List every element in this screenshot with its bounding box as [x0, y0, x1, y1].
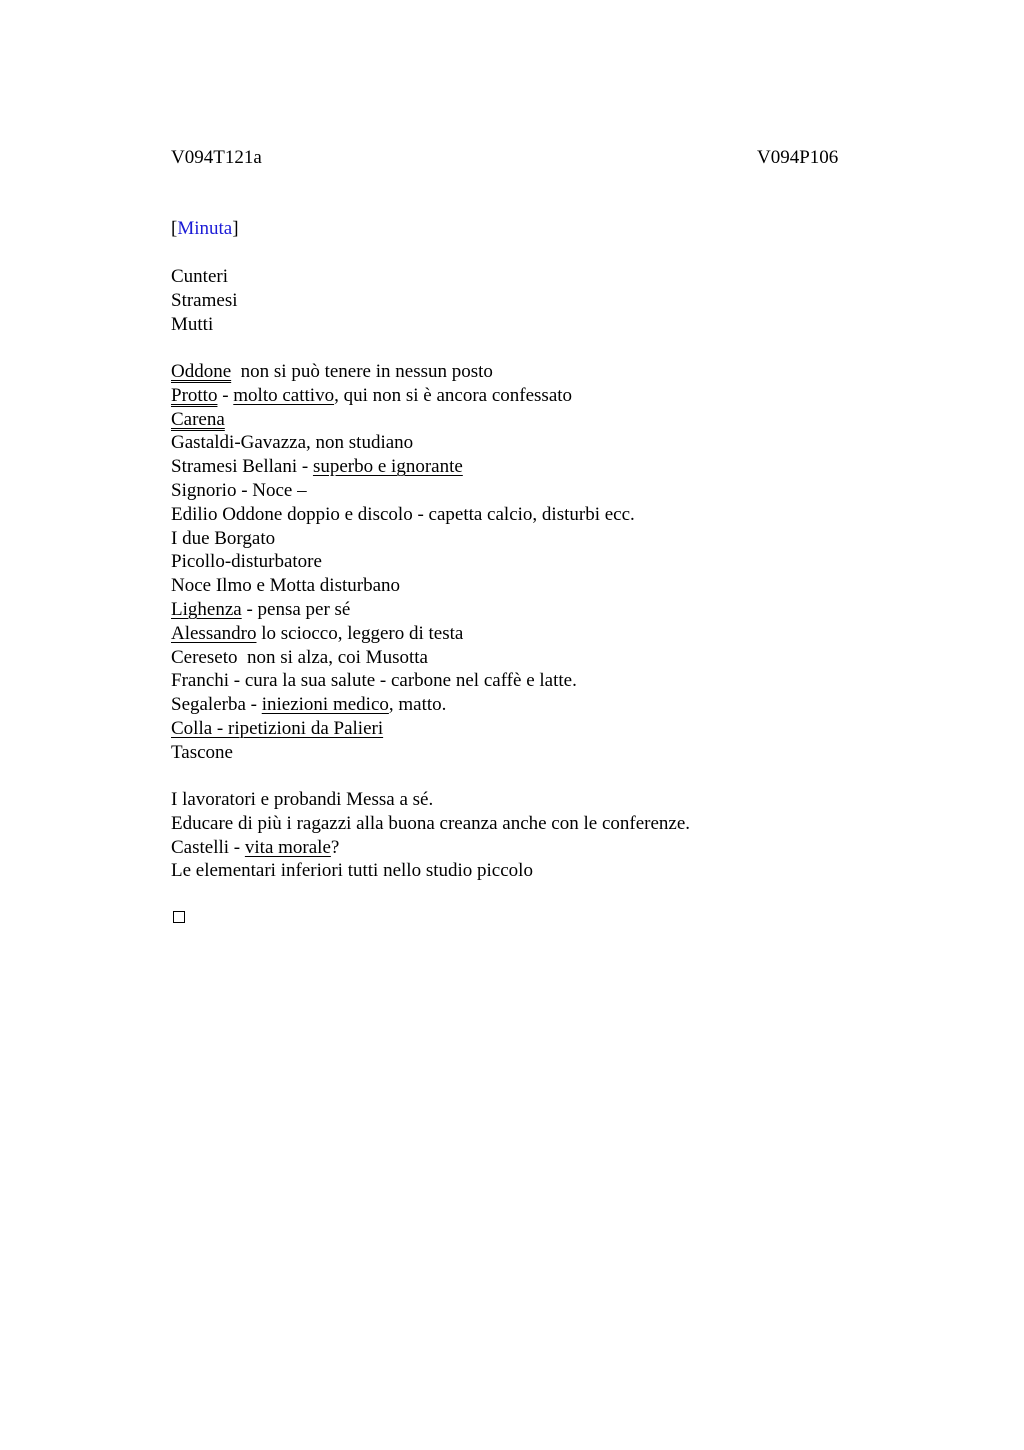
- note-line: [171, 574, 635, 598]
- note-line: [171, 693, 635, 717]
- bracket-close: ]: [232, 218, 239, 239]
- text-segment: , matto.: [388, 694, 447, 716]
- text-segment: Picollo-disturbatore: [171, 551, 322, 573]
- document-code-left: V094T121a: [171, 147, 262, 168]
- minuta-text: Minuta: [177, 218, 233, 239]
- text-segment: Signorio - Noce –: [171, 479, 307, 501]
- text-segment: Oddone: [171, 361, 232, 382]
- text-segment: Tascone: [171, 741, 233, 763]
- text-segment: Segalerba -: [171, 694, 262, 716]
- note-line: [171, 550, 635, 574]
- note-line: [171, 455, 635, 479]
- note-line: [171, 527, 635, 551]
- text-segment: Carena: [171, 408, 225, 430]
- note-line: [171, 479, 635, 503]
- note-line: [171, 598, 635, 622]
- name-line: Cunteri: [171, 266, 228, 287]
- text-segment: Gastaldi-Gavazza, non studiano: [171, 432, 414, 454]
- note-line: [171, 431, 635, 455]
- bracket-open: [: [171, 218, 178, 239]
- note-line: [171, 646, 635, 670]
- note-line: [171, 717, 635, 741]
- text-segment: Castelli -: [171, 836, 245, 858]
- text-segment: Stramesi Bellani -: [171, 456, 313, 478]
- minuta-label: [171, 217, 239, 241]
- text-segment: vita morale: [244, 836, 331, 858]
- text-segment: -: [217, 384, 234, 406]
- text-segment: Cereseto non si alza, coi Musotta: [171, 646, 428, 668]
- name-line: Stramesi: [171, 289, 238, 311]
- closing-line: [171, 836, 690, 860]
- text-segment: Alessandro: [171, 622, 257, 644]
- text-segment: Le elementari inferiori tutti nello studio piccolo: [171, 860, 533, 882]
- text-segment: - pensa per sé: [241, 598, 351, 620]
- text-segment: I lavoratori e probandi Messa a sé.: [171, 789, 434, 810]
- checkbox-square-icon: [173, 911, 185, 923]
- text-segment: Lighenza: [171, 598, 242, 620]
- note-line: [171, 622, 635, 646]
- text-segment: Colla - ripetizioni da Palieri: [171, 717, 384, 739]
- note-line: [171, 741, 635, 765]
- closing-line: [171, 812, 690, 836]
- text-segment: ?: [330, 836, 340, 858]
- note-line: [171, 360, 635, 384]
- note-line: [171, 669, 635, 693]
- text-segment: non si può tenere in nessun posto: [231, 361, 493, 382]
- text-segment: I due Borgato: [171, 527, 276, 549]
- names-list: [171, 265, 238, 336]
- note-line: [171, 384, 635, 408]
- closing-line: [171, 788, 690, 812]
- text-segment: Franchi - cura la sua salute - carbone nel caffè e latte.: [171, 670, 577, 692]
- text-segment: Educare di più i ragazzi alla buona creanza anche con le conferenze.: [171, 812, 691, 834]
- text-segment: , qui non si è ancora confessato: [334, 384, 573, 406]
- text-segment: superbo e ignorante: [312, 456, 463, 478]
- text-segment: molto cattivo: [233, 384, 335, 406]
- page-code-right: V094P106: [757, 147, 839, 168]
- text-segment: Noce Ilmo e Motta disturbano: [171, 575, 401, 597]
- text-segment: Protto: [171, 384, 218, 406]
- closing-notes: [171, 788, 690, 883]
- note-line: [171, 408, 635, 432]
- text-segment: iniezioni medico: [261, 694, 389, 716]
- text-segment: lo sciocco, leggero di testa: [256, 622, 464, 644]
- closing-line: [171, 859, 690, 883]
- notes-list: [171, 360, 635, 765]
- name-line: Mutti: [171, 313, 214, 335]
- note-line: [171, 503, 635, 527]
- text-segment: Edilio Oddone doppio e discolo - capetta calcio, disturbi ecc.: [171, 503, 635, 525]
